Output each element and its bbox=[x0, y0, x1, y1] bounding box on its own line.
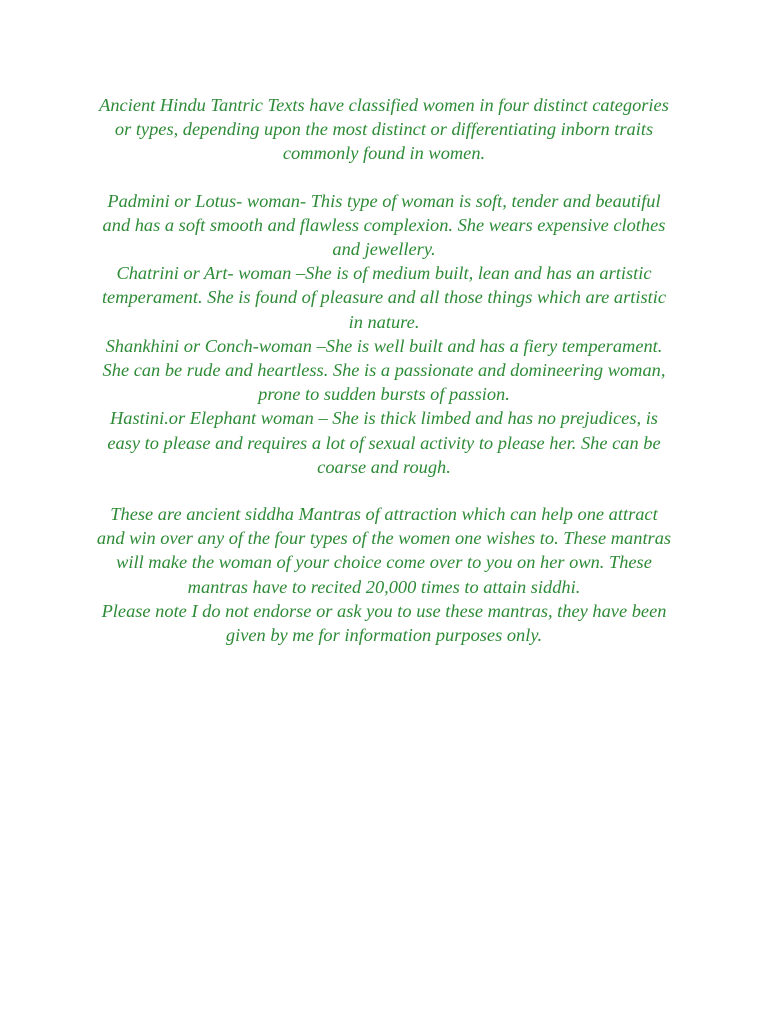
disclaimer-paragraph: Please note I do not endorse or ask you to use these mantras, they have been given by me for information purposes only. bbox=[101, 600, 667, 646]
intro-paragraph: Ancient Hindu Tantric Texts have classified women in four distinct categories or types, depending upon the most distinct or differentiating inborn traits commonly found in women. bbox=[99, 95, 669, 164]
chatrini-paragraph: Chatrini or Art- woman –She is of medium built, lean and has an artistic temperament. She is found of pleasure and all those things which are artistic in nature. bbox=[101, 263, 667, 332]
padmini-paragraph: Padmini or Lotus- woman- This type of woman is soft, tender and beautiful and has a soft smooth and flawless complexion. She wears expensive clothes and jewellery. bbox=[102, 190, 666, 260]
shankhini-paragraph: Shankhini or Conch-woman –She is well built and has a fiery temperament. She can be rude and heartless. She is a passionate and domineering woman, prone to sudden bursts of passion. bbox=[102, 335, 666, 405]
mantras-paragraph: These are ancient siddha Mantras of attraction which can help one attract and win over any of the four types of the women one wishes to. These mantras will make the woman of your choice come over to you on her own. These mantras have to recited 20,000 times to attain siddhi. bbox=[96, 504, 672, 597]
paragraph-spacer bbox=[96, 479, 672, 502]
paragraph-spacer bbox=[96, 166, 672, 189]
hastini-paragraph: Hastini.or Elephant woman – She is thick limbed and has no prejudices, is easy to please and requires a lot of sexual activity to please her. She can be coarse and rough. bbox=[107, 408, 661, 477]
document-body bbox=[96, 93, 672, 647]
